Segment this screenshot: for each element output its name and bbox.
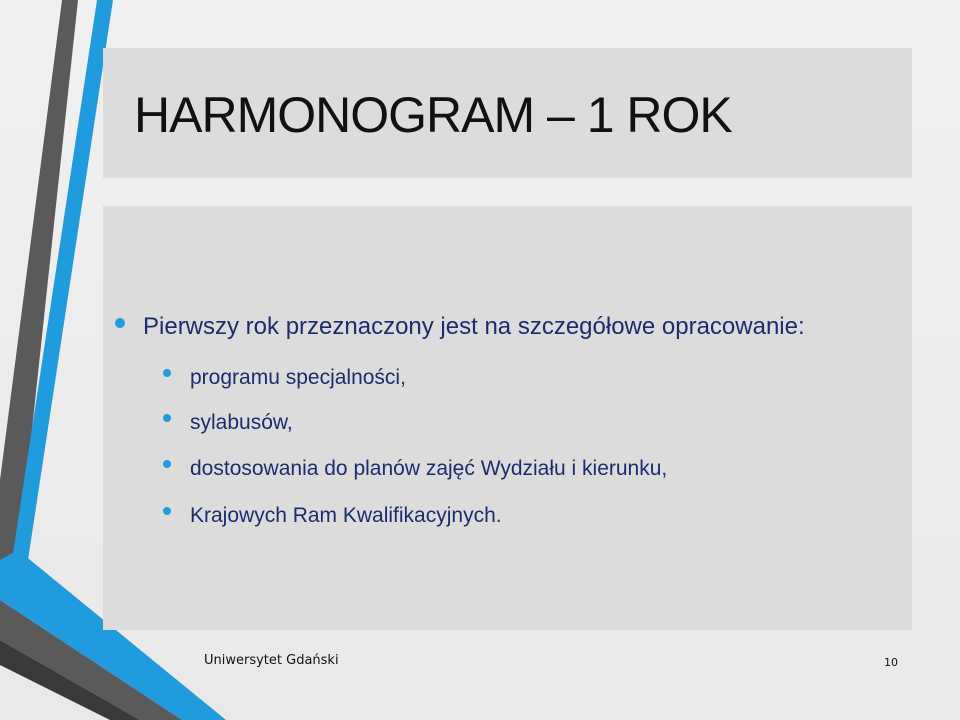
bullet-dot-icon <box>163 369 171 377</box>
bullet-dot-icon <box>163 507 171 515</box>
footer-institution: Uniwersytet Gdański <box>204 653 339 668</box>
bullet-text: Krajowych Ram Kwalifikacyjnych. <box>190 504 502 527</box>
bullet-dot-icon <box>115 318 125 328</box>
bullet-dot-icon <box>163 414 171 422</box>
bullet-dot-icon <box>163 460 171 468</box>
bullet-text: programu specjalności, <box>190 366 406 389</box>
bullet-text: dostosowania do planów zajęć Wydziału i kierunku, <box>190 457 668 480</box>
slide-number: 10 <box>884 656 898 669</box>
bullet-text: Pierwszy rok przeznaczony jest na szczegółowe opracowanie: <box>143 313 805 340</box>
slide-title: HARMONOGRAM – 1 ROK <box>134 87 732 143</box>
bullet-text: sylabusów, <box>190 411 293 434</box>
